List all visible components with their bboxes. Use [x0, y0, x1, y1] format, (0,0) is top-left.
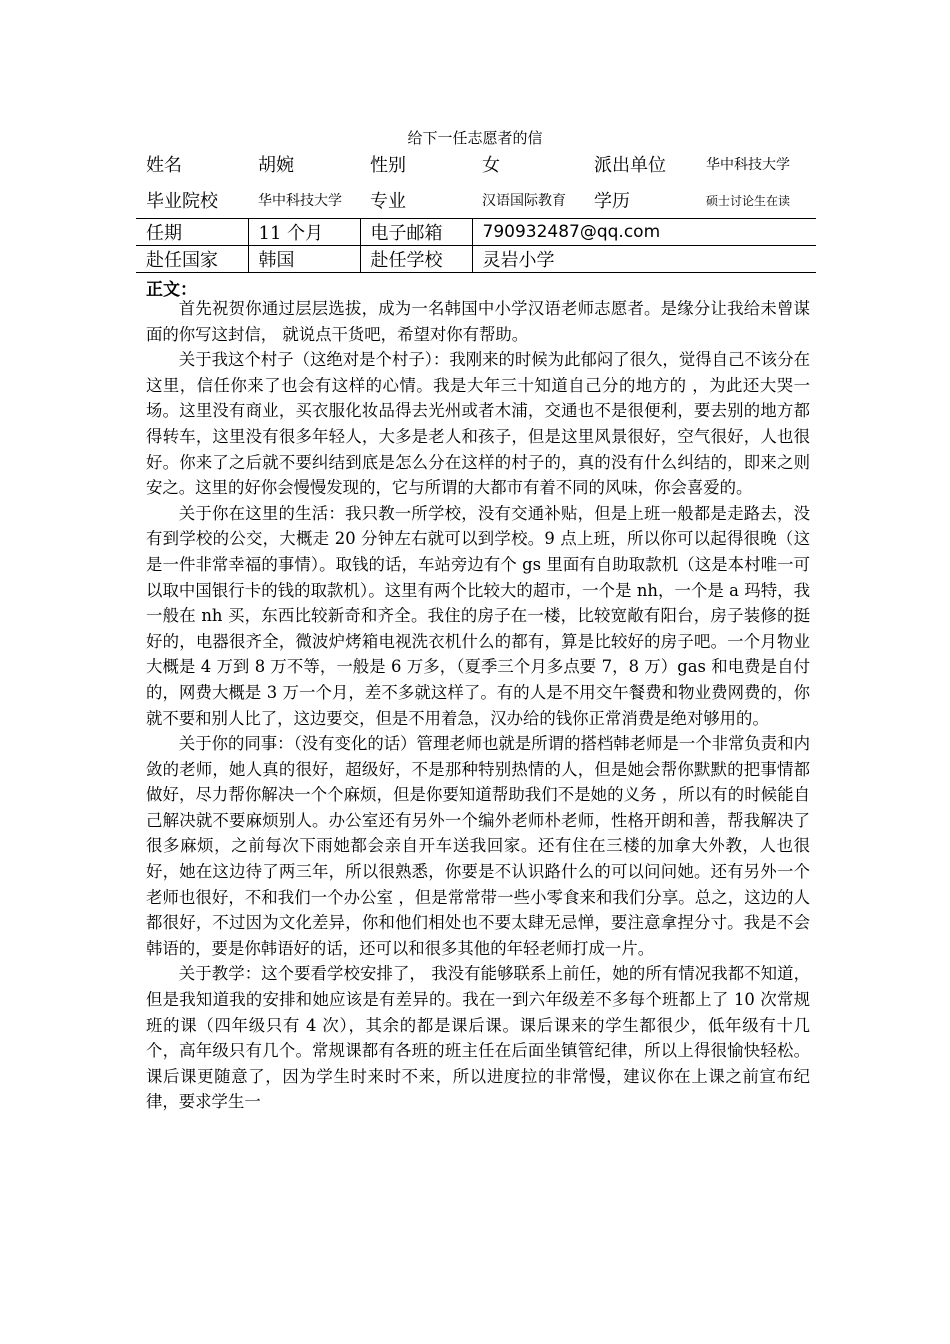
- info-row: [136, 219, 816, 246]
- paragraph: 关于我这个村子（这绝对是个村子）：我刚来的时候为此郁闷了很久，觉得自己不该分在这里，信任你来了也会有这样的心情。我是大年三十知道自己分的地方的 ，为此还大哭一场。这里没有商业，买衣服化妆品得去光州或者木浦，交通也不是很便利，要去别的地方都得转车，这里没有很多年轻人，大多是老人和孩子，但是这里风景很好，空气很好，人也很好。你来了之后就不要纠结到底是怎么分在这样的村子的，真的没有什么纠结的，即来之则安之。这里的好你会慢慢发现的，它与所谓的大都市有着不同的风味，你会喜爱的。: [146, 350, 810, 498]
- body-heading: 正文：: [146, 280, 197, 300]
- info-table: [136, 146, 816, 273]
- school-value: 华中科技大学: [258, 193, 342, 209]
- term-label: 任期: [136, 219, 248, 246]
- degree-value: 硕士讨论生在读: [706, 193, 791, 208]
- gender-label: 性别: [370, 155, 406, 176]
- major-label: 专业: [370, 191, 406, 212]
- gender-value: 女: [482, 155, 500, 176]
- paragraph: 关于你在这里的生活：我只教一所学校，没有交通补贴，但是上班一般都是走路去，没有到学校的公交，大概走 20 分钟左右就可以到学校。9 点上班，所以你可以起得很晚（这是一件非常幸福的事情）。取钱的话，车站旁边有个 gs 里面有自助取款机（这是本村唯一可以取中国银行卡的钱的取款机）。这里有两个比较大的超市，一个是 nh，一个是 a 玛特，我一般在 nh 买，东西比较新奇和齐全。我住的房子在一楼，比较宽敞有阳台，房子装修的挺好的，电器很齐全，微波炉烤箱电视洗衣机什么的都有，算是比较好的房子吧。一个月物业大概是 4 万到 8 万不等，一般是 6 万多，（夏季三个月多点要 7，8 万）gas 和电费是自付的，网费大概是 3 万一个月，差不多就这样了。有的人是不用交午餐费和物业费网费的，你就不要和别人比了，这边要交，但是不用着急，汉办给的钱你正常消费是绝对够用的。: [146, 503, 811, 728]
- paragraph: 关于教学：这个要看学校安排了， 我没有能够联系上前任，她的所有情况我都不知道，但是我知道我的安排和她应该是有差异的。我在一到六年级差不多每个班都上了 10 次常规班的课（四年级只有 4 次），其余的都是课后课。课后课来的学生都很少，低年级有十几个，高年级只有几个。常规课都有各班的班主任在后面坐镇管纪律，所以上得很愉快轻松。课后课更随意了，因为学生时来时不来，所以进度拉的非常慢，建议你在上课之前宣布纪律，要求学生一: [146, 964, 810, 1112]
- term-value: 11 个月: [248, 219, 360, 246]
- post-label: 赴任学校: [360, 246, 472, 273]
- info-row: [136, 146, 816, 182]
- info-row: [136, 182, 816, 219]
- country-label: 赴任国家: [136, 246, 248, 273]
- info-row: [136, 246, 816, 273]
- country-value: 韩国: [248, 246, 360, 273]
- major-value: 汉语国际教育: [482, 193, 566, 209]
- unit-label: 派出单位: [594, 155, 666, 176]
- unit-value: 华中科技大学: [706, 157, 790, 173]
- letter-body: [146, 296, 810, 1115]
- degree-label: 学历: [594, 191, 630, 212]
- name-label: 姓名: [146, 155, 182, 176]
- paragraph: 首先祝贺你通过层层选拔，成为一名韩国中小学汉语老师志愿者。是缘分让我给未曾谋面的你写这封信， 就说点干货吧，希望对你有帮助。: [146, 299, 810, 344]
- school-label: 毕业院校: [146, 191, 218, 212]
- post-value: 灵岩小学: [472, 246, 816, 273]
- letter-title: 给下一任志愿者的信: [407, 129, 543, 147]
- email-value: 790932487@qq.com: [472, 219, 816, 246]
- email-label: 电子邮箱: [360, 219, 472, 246]
- paragraph: 关于你的同事：（没有变化的话）管理老师也就是所谓的搭档韩老师是一个非常负责和内敛的老师，她人真的很好，超级好，不是那种特别热情的人，但是她会帮你默默的把事情都做好，尽力帮你解决一个个麻烦，但是你要知道帮助我们不是她的义务 ，所以有的时候能自己解决就不要麻烦别人。办公室还有另外一个编外老师朴老师，性格开朗和善，帮我解决了很多麻烦，之前每次下雨她都会亲自开车送我回家。还有住在三楼的加拿大外教，人也很好，她在这边待了两三年，所以很熟悉，你要是不认识路什么的可以问问她。还有另外一个老师也很好，不和我们一个办公室 ，但是常常带一些小零食来和我们分享。总之，这边的人都很好，不过因为文化差异，你和他们相处也不要太肆无忌惮，要注意拿捏分寸。我是不会韩语的，要是你韩语好的话，还可以和很多其他的年轻老师打成一片。: [146, 734, 810, 958]
- name-value: 胡婉: [258, 155, 294, 176]
